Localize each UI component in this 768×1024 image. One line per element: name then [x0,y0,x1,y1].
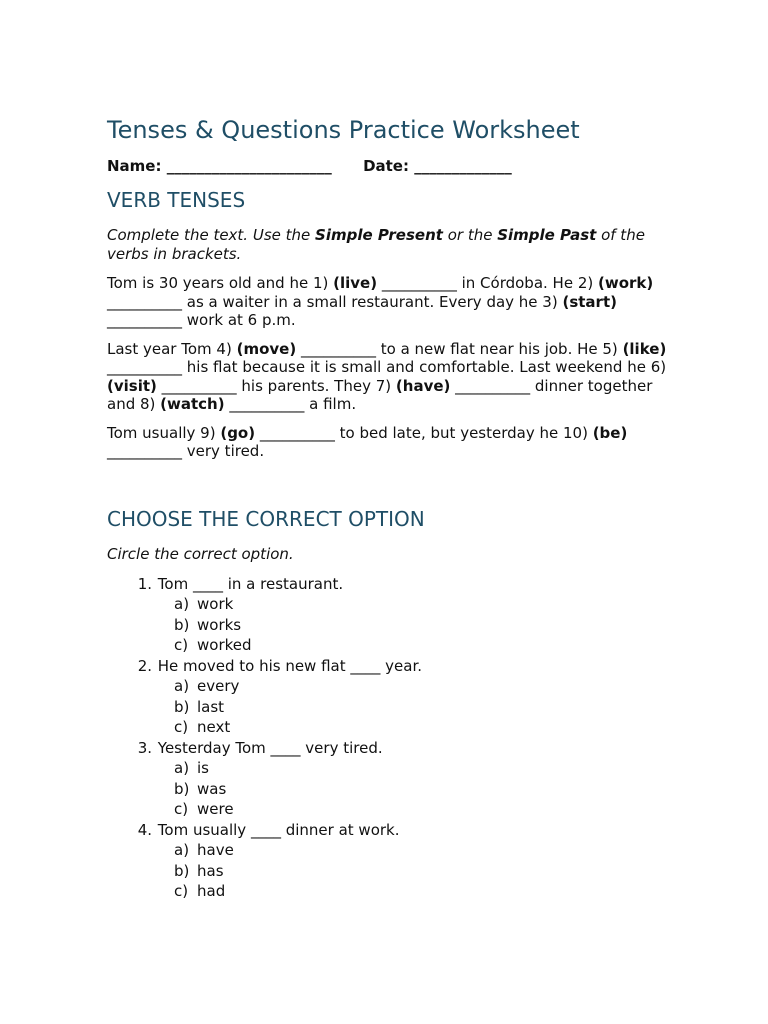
option-letter: b) [174,779,190,798]
verb-prompt: (watch) [160,395,225,413]
paragraph-text: __________ to bed late, but yesterday he 10) [255,423,593,442]
question-text: Yesterday Tom ____ very tired. [157,738,383,757]
paragraph-text: __________ in Córdoba. He 2) [377,274,598,292]
paragraph-text: __________ very tired. [107,442,265,460]
instruction-emphasis: Simple Past [497,226,597,244]
option-text: next [197,718,231,736]
instruction-text: Complete the text. Use the [107,226,316,244]
verb-tenses-heading: VERB TENSES [107,188,246,212]
option-letter: b) [174,861,190,880]
option-letter: b) [174,615,190,634]
option-text: work [197,595,234,613]
option-text: had [197,882,226,900]
option-letter: c) [174,636,189,654]
question-text: He moved to his new flat ____ year. [157,656,423,675]
option-item[interactable] [107,717,667,738]
name-date-line [107,156,667,176]
option-text: last [197,697,225,716]
date-blank: _____________ [414,157,512,175]
paragraph-text: __________ dinner together and 8) [107,376,653,413]
option-item[interactable] [107,615,667,636]
verb-prompt: (be) [592,423,628,442]
instruction-text: or the [442,226,498,244]
option-text: was [197,779,227,798]
worksheet-content [107,114,667,902]
name-blank: ______________________ [166,157,332,175]
verb-prompt: (go) [220,423,256,442]
verb-prompt: (start) [562,292,617,311]
question-list [107,574,667,902]
option-text: were [197,800,234,818]
option-text: is [197,759,209,777]
question-item [107,656,667,738]
paragraph-text: __________ his parents. They 7) [156,376,396,395]
option-text: has [197,861,224,880]
option-item[interactable] [107,676,667,697]
question-number: 4. [137,820,152,839]
option-letter: a) [174,759,190,777]
option-letter: c) [174,718,189,736]
verb-prompt: (move) [236,339,297,358]
question-number: 3. [137,738,152,757]
option-letter: a) [174,677,190,695]
option-text: have [197,841,234,859]
question-text: Tom usually ____ dinner at work. [157,820,400,839]
option-item[interactable] [107,758,667,779]
verb-prompt: (like) [622,339,667,358]
date-label: Date: [363,157,409,175]
paragraph-text: Tom usually 9) [107,423,221,442]
question-item [107,820,667,902]
instruction-text: of the verbs in brackets. [107,226,645,263]
option-list [107,840,667,902]
paragraph-text: __________ a film. [224,395,357,413]
option-letter: b) [174,697,190,716]
choose-option-section [107,505,667,902]
paragraph-1 [107,274,667,330]
option-item[interactable] [107,697,667,718]
option-list [107,676,667,738]
verb-prompt: (have) [395,376,451,395]
option-letter: a) [174,595,190,613]
question-number: 2. [137,656,152,675]
verb-prompt: (live) [333,274,378,292]
paragraph-text: __________ his flat because it is small and comfortable. Last weekend he 6) [107,358,667,376]
paragraph-text: Tom is 30 years old and he 1) [107,274,334,292]
option-list [107,594,667,656]
question-item [107,738,667,820]
option-letter: a) [174,841,190,859]
option-text: worked [197,636,252,654]
option-letter: c) [174,800,189,818]
option-item[interactable] [107,779,667,800]
question-text: Tom ____ in a restaurant. [157,574,344,593]
paragraph-text: __________ as a waiter in a small restaurant. Every day he 3) [107,292,563,311]
choose-option-instruction: Circle the correct option. [107,544,294,563]
choose-option-heading: CHOOSE THE CORRECT OPTION [107,506,425,531]
verb-tenses-instruction [107,226,667,264]
page-title: Tenses & Questions Practice Worksheet [107,116,580,144]
option-item[interactable] [107,635,667,656]
name-label: Name: [107,157,162,175]
question-item [107,574,667,656]
option-item[interactable] [107,861,667,882]
option-item[interactable] [107,881,667,902]
option-item[interactable] [107,840,667,861]
option-letter: c) [174,882,189,900]
option-item[interactable] [107,799,667,820]
paragraph-text: __________ work at 6 p.m. [107,311,296,329]
option-list [107,758,667,820]
paragraph-3 [107,424,667,461]
paragraph-2 [107,340,667,414]
option-text: works [197,615,242,634]
verb-prompt: (visit) [107,376,157,395]
option-text: every [197,677,240,695]
paragraph-text: Last year Tom 4) [107,339,237,358]
verb-prompt: (work) [598,274,654,292]
option-item[interactable] [107,594,667,615]
instruction-emphasis: Simple Present [315,226,443,244]
question-number: 1. [137,574,152,593]
paragraph-text: __________ to a new flat near his job. He 5) [296,339,623,358]
